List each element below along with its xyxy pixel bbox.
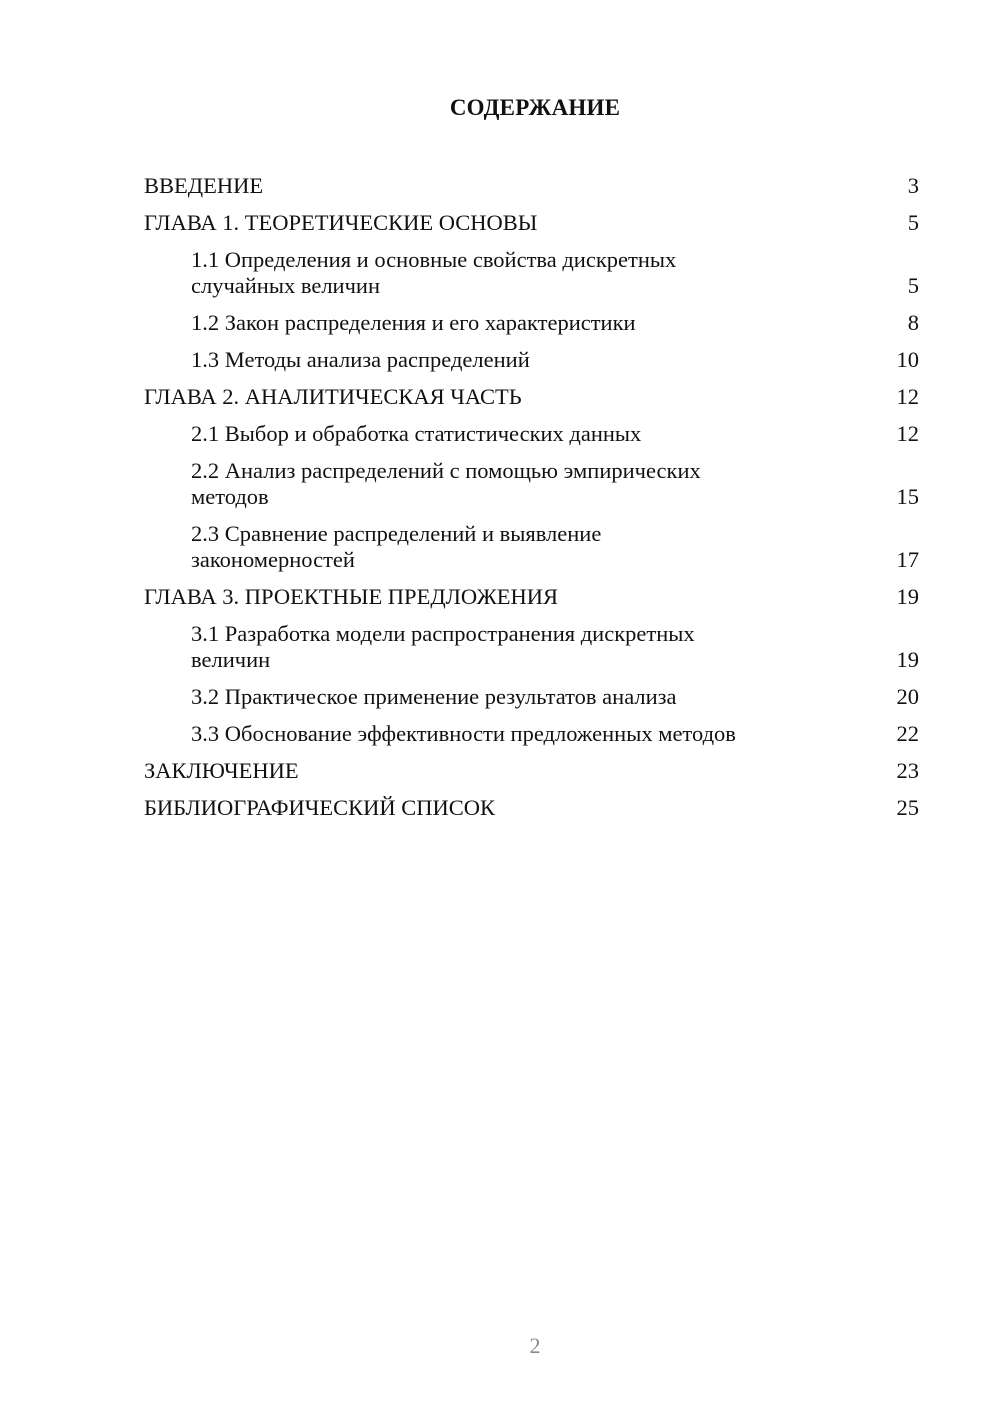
toc-entry[interactable] [144,305,919,342]
toc-entry[interactable] [144,753,919,790]
toc-entry-page: 23 [896,758,919,783]
toc-entry[interactable] [144,242,919,305]
toc-entry-label: ГЛАВА 3. ПРОЕКТНЫЕ ПРЕДЛОЖЕНИЯ [144,584,559,609]
toc-entry-page: 25 [896,795,919,820]
toc-entry[interactable] [144,516,919,579]
toc-entry[interactable] [144,416,919,453]
toc-entry[interactable] [144,616,919,679]
toc-entry-label: ГЛАВА 1. ТЕОРЕТИЧЕСКИЕ ОСНОВЫ [144,210,538,235]
toc-entry-page: 15 [896,484,919,509]
toc-entry[interactable] [144,579,919,616]
toc-entry-label: ЗАКЛЮЧЕНИЕ [144,758,299,783]
toc-entry-page: 12 [896,384,919,409]
toc-entry-page: 19 [896,647,919,672]
toc-entry-label: БИБЛИОГРАФИЧЕСКИЙ СПИСОК [144,795,496,820]
toc-entry[interactable] [144,679,919,716]
toc-entry-label: 1.3 Методы анализа распределений [191,347,530,372]
toc-entry-label: 2.1 Выбор и обработка статистических данных [191,421,642,446]
toc-entry-label: 2.2 Анализ распределений с помощью эмпирических методов [191,458,701,509]
toc-entry-page: 19 [896,584,919,609]
toc-entry[interactable] [144,379,919,416]
toc-entry-label: 2.3 Сравнение распределений и выявление закономерностей [191,521,602,572]
table-of-contents [144,168,919,827]
page-title: СОДЕРЖАНИЕ [449,95,621,120]
toc-entry-label: 3.3 Обоснование эффективности предложенных методов [191,721,736,746]
toc-entry[interactable] [144,453,919,516]
toc-entry-page: 5 [907,210,919,235]
toc-entry-page: 3 [907,173,919,198]
toc-entry-label: 1.2 Закон распределения и его характеристики [191,310,636,335]
toc-entry-page: 12 [896,421,919,446]
toc-entry[interactable] [144,168,919,205]
toc-entry-page: 20 [896,684,919,709]
toc-entry[interactable] [144,342,919,379]
toc-entry-page: 8 [907,310,919,335]
toc-entry[interactable] [144,205,919,242]
toc-entry-label: 3.1 Разработка модели распространения дискретных величин [191,621,695,672]
toc-entry[interactable] [144,716,919,753]
toc-entry-page: 10 [896,347,919,372]
toc-entry-page: 22 [896,721,919,746]
toc-entry-label: 1.1 Определения и основные свойства дискретных случайных величин [191,247,677,298]
toc-entry-label: ГЛАВА 2. АНАЛИТИЧЕСКАЯ ЧАСТЬ [144,384,522,409]
toc-entry-label: 3.2 Практическое применение результатов анализа [191,684,677,709]
toc-entry-page: 5 [907,273,919,298]
page-number: 2 [529,1333,541,1358]
toc-entry-label: ВВЕДЕНИЕ [144,173,264,198]
toc-entry-page: 17 [896,547,919,572]
toc-entry[interactable] [144,790,919,827]
